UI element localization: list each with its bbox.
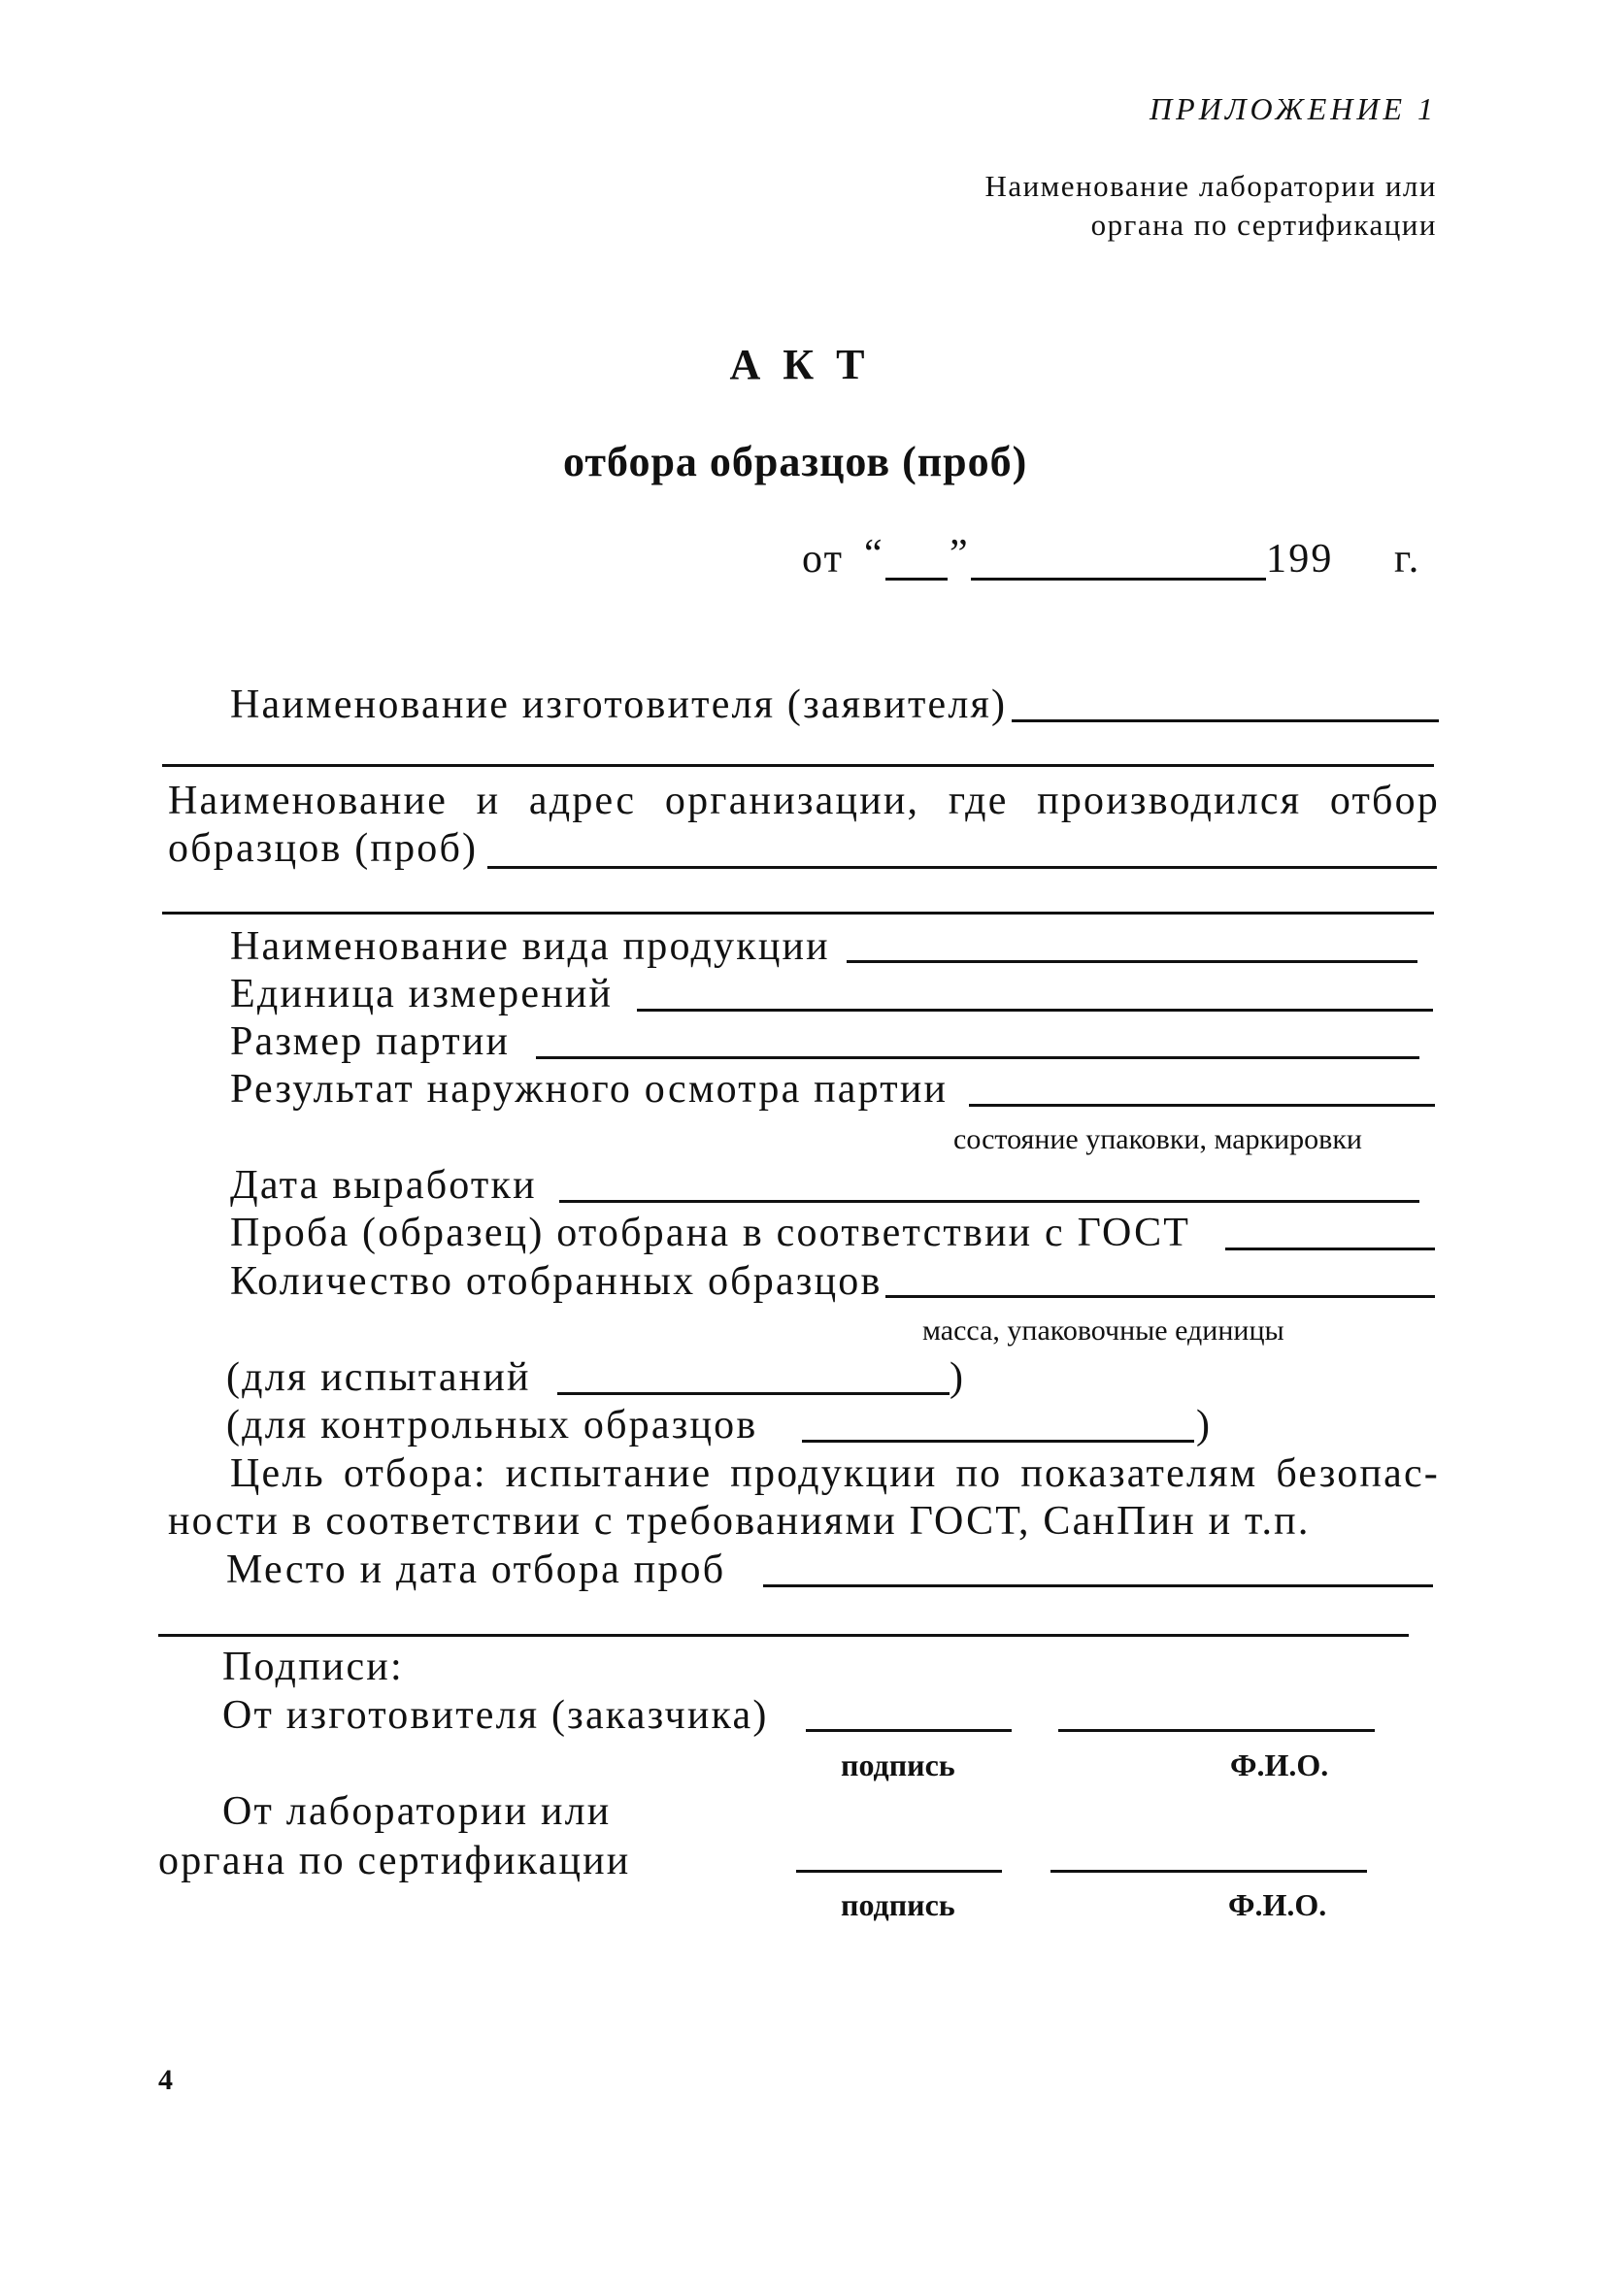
lab-name-line-1: Наименование лаборатории или [984,169,1437,203]
date-prefix: от [802,537,845,582]
product-type-label: Наименование вида продукции [230,924,830,969]
lab-signature-blank[interactable] [796,1870,1002,1873]
organization-blank-2[interactable] [162,912,1434,915]
for-tests-label: (для испытаний [226,1355,531,1400]
organization-label-line-1: Наименование и адрес организации, где производился отбор [168,779,1440,823]
manufacturer-blank-2[interactable] [162,764,1434,767]
date-day-blank[interactable] [885,578,948,581]
for-tests-blank[interactable] [557,1392,950,1395]
from-lab-label-line-2: органа по сертификации [158,1839,631,1883]
manufacturer-signature-caption: подпись [841,1747,955,1782]
for-tests-close: ) [950,1355,966,1400]
appendix-label: ПРИЛОЖЕНИЕ 1 [1150,91,1437,126]
sample-count-blank[interactable] [885,1295,1435,1298]
document-title: А К Т [729,341,871,388]
manufacturer-name-caption: Ф.И.О. [1230,1747,1329,1782]
lab-name-caption: Ф.И.О. [1228,1887,1327,1922]
production-date-blank[interactable] [559,1200,1419,1203]
lab-name-blank[interactable] [1050,1870,1367,1873]
manufacturer-label: Наименование изготовителя (заявителя) [230,682,1008,727]
inspection-label: Результат наружного осмотра партии [230,1067,949,1112]
place-date-label: Место и дата отбора проб [226,1547,726,1592]
date-open-quote: “ [864,532,884,577]
for-control-close: ) [1196,1403,1213,1447]
inspection-blank[interactable] [969,1104,1435,1107]
sample-count-label: Количество отобранных образцов [230,1259,883,1304]
inspection-note: состояние упаковки, маркировки [953,1123,1362,1155]
manufacturer-blank[interactable] [1012,719,1439,722]
from-lab-label-line-1: От лаборатории или [222,1789,612,1834]
date-year: 199 [1266,537,1334,582]
date-suffix: г. [1394,537,1421,582]
purpose-line-2: ности в соответствии с требованиями ГОСТ, СанПин и т.п. [168,1499,1311,1544]
unit-blank[interactable] [637,1009,1433,1012]
for-control-blank[interactable] [802,1440,1194,1443]
from-manufacturer-label: От изготовителя (заказчика) [222,1693,769,1738]
manufacturer-name-blank[interactable] [1058,1729,1375,1732]
manufacturer-signature-blank[interactable] [806,1729,1012,1732]
place-date-blank-2[interactable] [158,1634,1409,1637]
date-month-blank[interactable] [971,578,1266,581]
for-control-label: (для контрольных образцов [226,1403,758,1447]
place-date-blank[interactable] [763,1584,1433,1587]
purpose-line-1: Цель отбора: испытание продукции по показателям безопас- [230,1451,1440,1496]
sample-gost-label: Проба (образец) отобрана в соответствии с ГОСТ [230,1211,1191,1255]
page-number: 4 [158,2064,173,2096]
date-close-quote: ” [950,532,970,577]
lab-signature-caption: подпись [841,1887,955,1922]
document-subtitle: отбора образцов (проб) [563,438,1028,485]
organization-label-line-2: образцов (проб) [168,826,479,871]
unit-label: Единица измерений [230,972,614,1016]
lab-name-line-2: органа по сертификации [1090,208,1437,242]
signatures-heading: Подписи: [222,1645,404,1689]
sample-gost-blank[interactable] [1225,1248,1435,1250]
product-type-blank[interactable] [847,960,1417,963]
sample-count-note: масса, упаковочные единицы [922,1314,1284,1347]
organization-blank[interactable] [487,866,1437,869]
batch-size-blank[interactable] [536,1056,1419,1059]
batch-size-label: Размер партии [230,1019,511,1064]
production-date-label: Дата выработки [230,1163,537,1208]
